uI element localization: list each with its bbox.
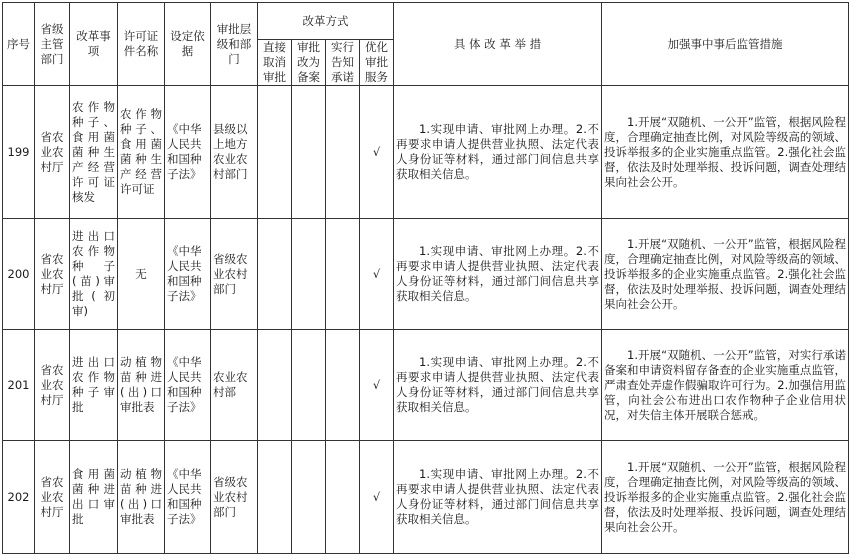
header-dept: 省级主管部门 — [35, 3, 70, 86]
cell-cancel — [258, 86, 292, 219]
header-basis: 设定依据 — [165, 3, 211, 86]
cell-item: 进出口农作物种子(苗)审批(初审) — [70, 219, 118, 330]
cell-dept: 省农业农村厅 — [35, 330, 70, 441]
cell-level: 省级农业农村部门 — [211, 219, 258, 330]
cell-record — [292, 330, 326, 441]
cell-basis: 《中华人民共和国种子法》 — [165, 330, 211, 441]
header-seq: 序号 — [3, 3, 35, 86]
cell-level: 省级农业农村部门 — [211, 441, 258, 554]
cell-supervision: 1.开展“双随机、一公开”监管，对实行承诺备案和申请资料留存备查的企业实施重点监管，严肃查处弄虚作假骗取许可行为。2.加强信用监管，向社会公布进出口农作物种子企业信用状况，对失信主体开展联合惩戒。 — [602, 330, 849, 441]
cell-item: 进出口农作物种子审批 — [70, 330, 118, 441]
cell-commit — [326, 86, 360, 219]
table-row — [3, 219, 849, 330]
reform-table — [2, 2, 849, 554]
table-row — [3, 330, 849, 441]
cell-measures: 1.实现申请、审批网上办理。2.不再要求申请人提供营业执照、法定代表人身份证等材料，通过部门间信息共享获取相关信息。 — [394, 441, 602, 554]
cell-measures: 1.实现申请、审批网上办理。2.不再要求申请人提供营业执照、法定代表人身份证等材料，通过部门间信息共享获取相关信息。 — [394, 219, 602, 330]
cell-record — [292, 86, 326, 219]
cell-seq: 201 — [3, 330, 35, 441]
cell-level: 县级以上地方农业农村部门 — [211, 86, 258, 219]
cell-license: 动植物苗种进(出)口审批表 — [118, 441, 165, 554]
cell-item: 食用菌菌种进出口审批 — [70, 441, 118, 554]
cell-dept: 省农业农村厅 — [35, 441, 70, 554]
header-mode-optimize: 优化审批服务 — [360, 40, 394, 86]
cell-level: 农业农村部 — [211, 330, 258, 441]
cell-basis: 《中华人民共和国种子法》 — [165, 441, 211, 554]
header-mode-record: 审批改为备案 — [292, 40, 326, 86]
cell-supervision: 1.开展“双随机、一公开”监管，根据风险程度，合理确定抽查比例，对风险等级高的领域、投诉举报多的企业实施重点监管。2.强化社会监督，依法及时处理举报、投诉问题，调查处理结果向社会公开。 — [602, 86, 849, 219]
header-license: 许可证件名称 — [118, 3, 165, 86]
cell-dept: 省农业农村厅 — [35, 219, 70, 330]
header-level: 审批层级和部门 — [211, 3, 258, 86]
cell-record — [292, 219, 326, 330]
table-row — [3, 441, 849, 554]
cell-optimize: √ — [360, 441, 394, 554]
cell-record — [292, 441, 326, 554]
header-supervision: 加强事中事后监管措施 — [602, 3, 849, 86]
cell-cancel — [258, 330, 292, 441]
cell-license: 动植物苗种进(出)口审批表 — [118, 330, 165, 441]
cell-commit — [326, 330, 360, 441]
cell-dept: 省农业农村厅 — [35, 86, 70, 219]
cell-supervision: 1.开展“双随机、一公开”监管，根据风险程度，合理确定抽查比例，对风险等级高的领域、投诉举报多的企业实施重点监管。2.强化社会监督，依法及时处理举报、投诉问题，调查处理结果向社会公开。 — [602, 219, 849, 330]
cell-measures: 1.实现申请、审批网上办理。2.不再要求申请人提供营业执照、法定代表人身份证等材料，通过部门间信息共享获取相关信息。 — [394, 86, 602, 219]
cell-commit — [326, 219, 360, 330]
cell-item: 农作物种子、食用菌菌种生产经营许可证核发 — [70, 86, 118, 219]
cell-seq: 202 — [3, 441, 35, 554]
header-mode-cancel: 直接取消审批 — [258, 40, 292, 86]
header-measures: 具 体 改 革 举 措 — [394, 3, 602, 86]
cell-optimize: √ — [360, 86, 394, 219]
cell-optimize: √ — [360, 219, 394, 330]
cell-cancel — [258, 219, 292, 330]
cell-cancel — [258, 441, 292, 554]
cell-optimize: √ — [360, 330, 394, 441]
header-mode-commit: 实行告知承诺 — [326, 40, 360, 86]
cell-basis: 《中华人民共和国种子法》 — [165, 86, 211, 219]
cell-commit — [326, 441, 360, 554]
cell-seq: 200 — [3, 219, 35, 330]
cell-measures: 1.实现申请、审批网上办理。2.不再要求申请人提供营业执照、法定代表人身份证等材料，通过部门间信息共享获取相关信息。 — [394, 330, 602, 441]
cell-seq: 199 — [3, 86, 35, 219]
cell-license: 农作物种子、食用菌菌种生产经营许可证 — [118, 86, 165, 219]
header-reform-mode: 改革方式 — [258, 3, 394, 40]
cell-license: 无 — [118, 219, 165, 330]
cell-basis: 《中华人民共和国种子法》 — [165, 219, 211, 330]
cell-supervision: 1.开展“双随机、一公开”监管，根据风险程度，合理确定抽查比例，对风险等级高的领域、投诉举报多的企业实施重点监管。2.强化社会监督，依法及时处理举报、投诉问题，调查处理结果向社会公开。 — [602, 441, 849, 554]
table-row — [3, 86, 849, 219]
header-item: 改革事项 — [70, 3, 118, 86]
